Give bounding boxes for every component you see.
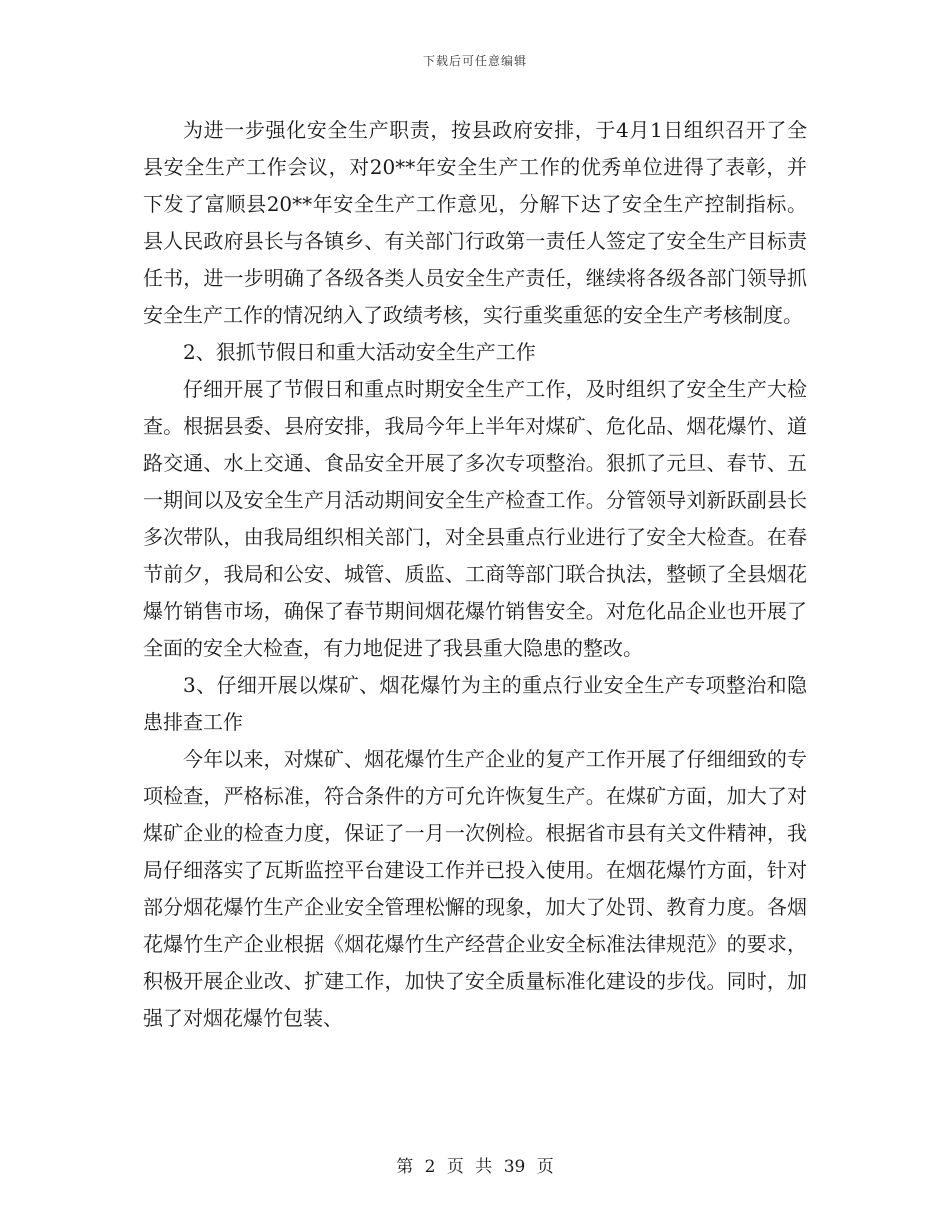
page-header: 下载后可任意编辑 <box>422 54 527 68</box>
page-number-footer: 第 2 页 共 39 页 <box>396 1157 554 1177</box>
section-heading-2: 2、狠抓节假日和重大活动安全生产工作 <box>183 340 536 364</box>
paragraph-1: 为进一步强化安全生产职责，按县政府安排，于4月1日组织召开了全县安全生产工作会议，对20**年安全生产工作的优秀单位进得了表彰，并下发了富顺县20**年安全生产工作意见，分解下达了安全生产控制指标。县人民政府县长与各镇乡、有关部门行政第一责任人签定了安全生产目标责任书，进一步明确了各级各类人员安全生产责任，继续将各级各部门领导抓安全生产工作的情况纳入了政绩考核，实行重奖重惩的安全生产考核制度。 <box>143 118 807 327</box>
paragraph-3: 今年以来，对煤矿、烟花爆竹生产企业的复产工作开展了仔细细致的专项检查，严格标准，符合条件的方可允许恢复生产。在煤矿方面，加大了对煤矿企业的检查力度，保证了一月一次例检。根据省市县有关文件精神，我局仔细落实了瓦斯监控平台建设工作并已投入使用。在烟花爆竹方面，针对部分烟花爆竹生产企业安全管理松懈的现象，加大了处罚、教育力度。各烟花爆竹生产企业根据《烟花爆竹生产经营企业安全标准法律规范》的要求，积极开展企业改、扩建工作，加快了安全质量标准化建设的步伐。同时，加强了对烟花爆竹包装、 <box>143 747 807 1030</box>
document-body <box>143 112 807 1037</box>
section-heading-3: 3、仔细开展以煤矿、烟花爆竹为主的重点行业安全生产专项整治和隐患排查工作 <box>143 673 807 734</box>
paragraph-2: 仔细开展了节假日和重点时期安全生产工作，及时组织了安全生产大检查。根据县委、县府安排，我局今年上半年对煤矿、危化品、烟花爆竹、道路交通、水上交通、食品安全开展了多次专项整治。狠抓了元旦、春节、五一期间以及安全生产月活动期间安全生产检查工作。分管领导刘新跃副县长多次带队，由我局组织相关部门，对全县重点行业进行了安全大检查。在春节前夕，我局和公安、城管、质监、工商等部门联合执法，整顿了全县烟花爆竹销售市场，确保了春节期间烟花爆竹销售安全。对危化品企业也开展了全面的安全大检查，有力地促进了我县重大隐患的整改。 <box>143 377 807 660</box>
